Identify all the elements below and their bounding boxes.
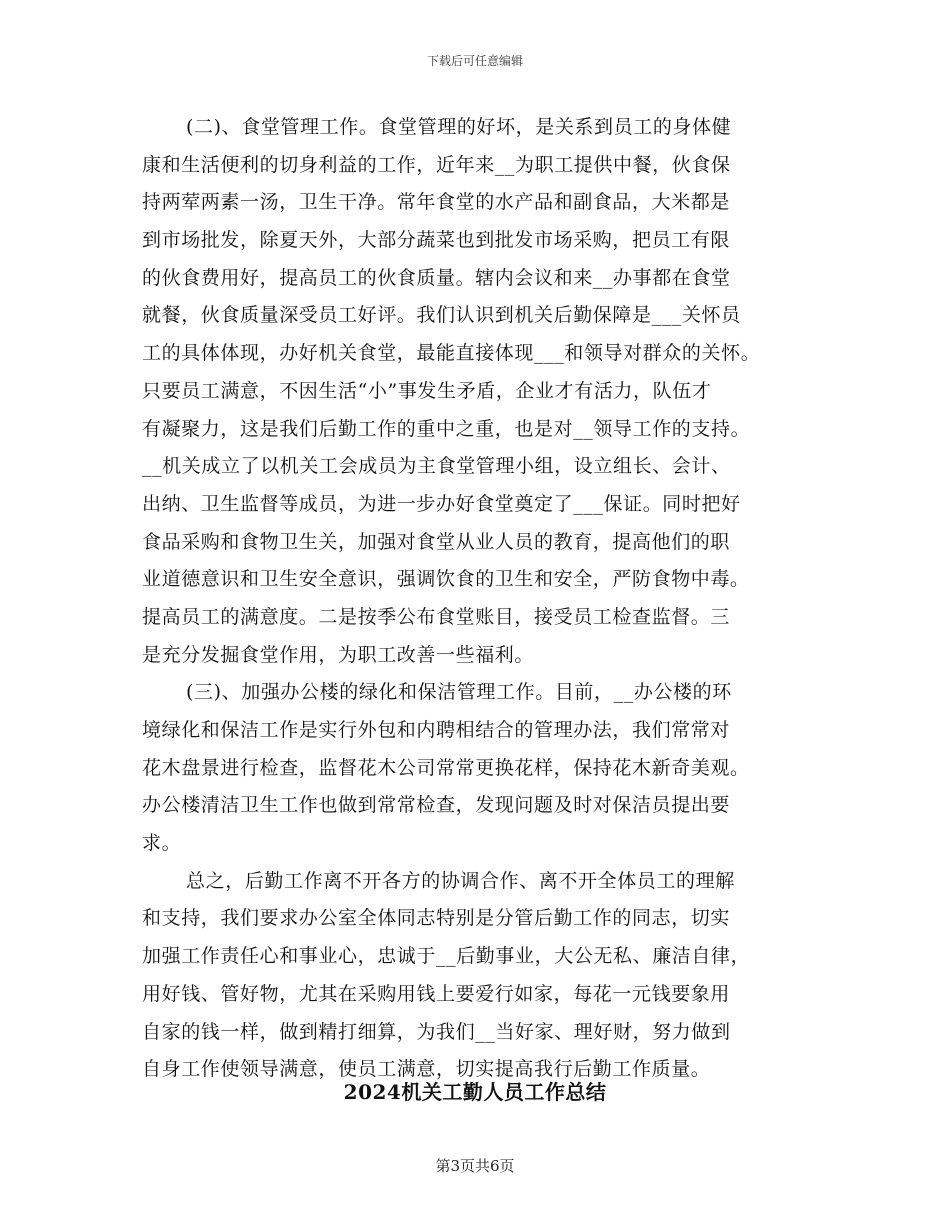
paragraph-line: 只要员工满意，不因生活“小”事发生矛盾，企业才有活力，队伍才 [142,379,712,402]
paragraph-line: 加强工作责任心和事业心，忠诚于__后勤事业，大公无私、廉洁自律， [142,945,751,968]
paragraph-line: (三)、加强办公楼的绿化和保洁管理工作。目前，__办公楼的环 [186,681,732,704]
document-body [142,109,814,1089]
paragraph-line: (二)、食堂管理工作。食堂管理的好坏，是关系到员工的身体健 [186,116,732,138]
section-heading: 2024机关工勤人员工作总结 [343,1080,607,1104]
paragraph-line: 有凝聚力，这是我们后勤工作的重中之重，也是对__领导工作的支持。 [142,417,751,440]
paragraph-line: 自身工作使领导满意，使员工满意，切实提高我行后勤工作质量。 [142,1058,711,1081]
paragraph-line: __机关成立了以机关工会成员为主食堂管理小组，设立组长、会计、 [142,455,731,478]
paragraph-line: 自家的钱一样，做到精打细算，为我们__当好家、理好财，努力做到 [142,1020,731,1043]
paragraph-line: 康和生活便利的切身利益的工作，近年来__为职工提供中餐，伙食保 [142,153,731,176]
page-footer: 第3页共6页 [435,1157,515,1175]
paragraph-line: 就餐，伙食质量深受员工好评。我们认识到机关后勤保障是___关怀员 [142,304,741,327]
paragraph-line: 和支持，我们要求办公室全体同志特别是分管后勤工作的同志，切实 [142,907,731,930]
paragraph-line: 持两荤两素一汤，卫生干净。常年食堂的水产品和副食品，大米都是 [142,191,731,214]
paragraph-line: 到市场批发，除夏天外，大部分蔬菜也到批发市场采购，把员工有限 [142,229,731,252]
paragraph-line: 食品采购和食物卫生关，加强对食堂从业人员的教育，提高他们的职 [142,530,731,553]
paragraph-line: 办公楼清洁卫生工作也做到常常检查，发现问题及时对保洁员提出要 [142,794,731,817]
paragraph-line: 出纳、卫生监督等成员，为进一步办好食堂奠定了___保证。同时把好 [142,492,741,515]
paragraph-line: 总之，后勤工作离不开各方的协调合作、离不开全体员工的理解 [186,869,735,892]
paragraph-line: 求。 [142,832,182,855]
paragraph-line: 是充分发掘食堂作用，为职工改善一些福利。 [142,643,535,666]
page-header-note: 下载后可任意编辑 [426,54,523,68]
paragraph-line: 用好钱、管好物，尤其在采购用钱上要爱行如家，每花一元钱要象用 [142,982,731,1005]
paragraph-line: 境绿化和保洁工作是实行外包和内聘相结合的管理办法，我们常常对 [142,719,731,741]
paragraph-line: 业道德意识和卫生安全意识，强调饮食的卫生和安全，严防食物中毒。 [142,568,750,591]
paragraph-line: 工的具体体现，办好机关食堂，最能直接体现___和领导对群众的关怀。 [142,342,761,365]
paragraph-line: 的伙食费用好，提高员工的伙食质量。辖内会议和来__办事都在食堂 [142,266,731,289]
paragraph-line: 花木盘景进行检查，监督花木公司常常更换花样，保持花木新奇美观。 [142,756,750,779]
paragraph-line: 提高员工的满意度。二是按季公布食堂账目，接受员工检查监督。三 [142,605,731,628]
